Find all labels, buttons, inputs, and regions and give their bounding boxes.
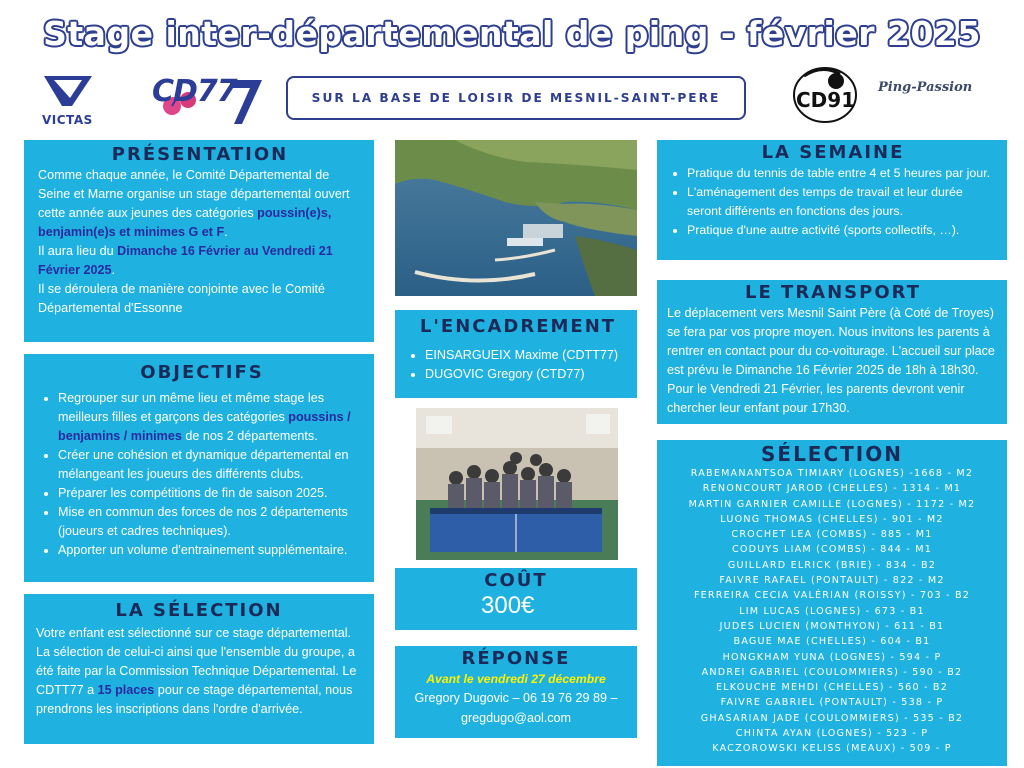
objectifs-item-1-text: Regrouper sur un même lieu et même stage les meilleurs filles et garçons des catégories bbox=[58, 391, 324, 424]
la-selection-p1-end: pour ce stage départemental, nous prendrons les inscriptions dans l'ordre d'arrivée. bbox=[36, 683, 353, 716]
presentation-categories: poussin(e)s, benjamin(e)s et minimes G et F bbox=[38, 206, 332, 239]
objectifs-item-1-end: de nos 2 départements. bbox=[181, 429, 318, 443]
encadrement-item: • EINSARGUEIX Maxime (CDTT77) bbox=[425, 346, 629, 365]
selection-list-heading: SÉLECTION bbox=[761, 442, 903, 466]
semaine-item: • Pratique d'une autre activité (sports collectifs, …). bbox=[687, 221, 997, 240]
reponse-panel bbox=[395, 646, 637, 738]
encadrement-item: • DUGOVIC Gregory (CTD77) bbox=[425, 365, 629, 384]
selection-player: LIM LUCAS (LOGNES) - 673 - B1 bbox=[739, 605, 925, 617]
la-selection-p1: Votre enfant est sélectionné sur ce stage départemental. La sélection de celui-ci ainsi que l'ensemble du groupe, a été faite par la Commission Technique Départemental. Le CDTT77 a bbox=[36, 626, 357, 697]
cd91-logo bbox=[792, 66, 858, 124]
reponse-heading: RÉPONSE bbox=[461, 648, 571, 669]
reponse-contact: Gregory Dugovic – 06 19 76 29 89 – gregdugo@aol.com bbox=[414, 691, 618, 725]
cd77-logo bbox=[150, 70, 270, 126]
objectifs-item: • Apporter un volume d'entrainement supplémentaire. bbox=[58, 541, 364, 560]
subtitle: SUR LA BASE DE LOISIR DE MESNIL-SAINT-PERE bbox=[311, 91, 721, 105]
selection-player: HONGKHAM YUNA (LOGNES) - 594 - P bbox=[722, 651, 942, 663]
selection-player: GHASARIAN JADE (COULOMMIERS) - 535 - B2 bbox=[700, 712, 964, 724]
ping-passion-logo: Ping-Passion bbox=[878, 80, 973, 95]
semaine-item: • Pratique du tennis de table entre 4 et 5 heures par jour. bbox=[687, 164, 997, 183]
group-photo bbox=[416, 408, 618, 560]
objectifs-heading: OBJECTIFS bbox=[140, 362, 264, 383]
objectifs-item: • Préparer les compétitions de fin de saison 2025. bbox=[58, 484, 364, 503]
presentation-p1-end: . bbox=[224, 225, 228, 239]
lake-aerial-image bbox=[395, 140, 637, 296]
presentation-dates: Dimanche 16 Février au Vendredi 21 Février 2025 bbox=[38, 244, 333, 277]
presentation-text bbox=[38, 166, 362, 318]
selection-list-panel bbox=[657, 440, 1007, 766]
objectifs-item-1-categories: poussins / benjamins / minimes bbox=[58, 410, 351, 443]
la-selection-heading: LA SÉLECTION bbox=[115, 600, 283, 621]
cd77-logo-text: CD77 bbox=[152, 74, 237, 109]
selection-player: FAIVRE RAFAEL (PONTAULT) - 822 - M2 bbox=[719, 575, 945, 587]
selection-player: CODUYS LIAM (COMBS) - 844 - M1 bbox=[731, 544, 933, 556]
cout-price: 300€ bbox=[481, 592, 535, 619]
selection-player: ANDREI GABRIEL (COULOMMIERS) - 590 - B2 bbox=[701, 666, 963, 678]
selection-player: FAIVRE GABRIEL (PONTAULT) - 538 - P bbox=[720, 697, 944, 709]
cout-heading: COÛT bbox=[484, 570, 548, 591]
selection-player: BAGUE MAE (CHELLES) - 604 - B1 bbox=[733, 636, 931, 648]
objectifs-item bbox=[58, 389, 364, 446]
la-selection-panel bbox=[24, 594, 374, 744]
presentation-p3: Il se déroulera de manière conjointe avec le Comité Départemental d'Essonne bbox=[38, 282, 326, 315]
selection-player: CHINTA AYAN (LOGNES) - 523 - P bbox=[735, 728, 929, 740]
objectifs-panel bbox=[24, 354, 374, 582]
semaine-heading: LA SEMAINE bbox=[761, 142, 905, 163]
transport-panel bbox=[657, 280, 1007, 424]
reponse-deadline: Avant le vendredi 27 décembre bbox=[426, 672, 606, 686]
victas-logo-icon bbox=[42, 74, 94, 108]
lake-photo bbox=[395, 140, 637, 296]
la-selection-places: 15 places bbox=[97, 683, 155, 697]
presentation-p2-end: . bbox=[111, 263, 116, 277]
presentation-heading: PRÉSENTATION bbox=[111, 144, 289, 165]
selection-player: FERREIRA CECIA VALÉRIAN (ROISSY) - 703 - B2 bbox=[693, 590, 971, 602]
semaine-panel bbox=[657, 140, 1007, 260]
encadrement-panel bbox=[395, 310, 637, 398]
page-title: Stage inter-départemental de ping - février 2025 bbox=[43, 14, 981, 53]
selection-player: CROCHET LEA (COMBS) - 885 - M1 bbox=[731, 529, 933, 541]
encadrement-list bbox=[407, 346, 629, 384]
presentation-p2: Il aura lieu du bbox=[38, 244, 118, 258]
victas-logo-text: VICTAS bbox=[42, 113, 93, 127]
semaine-list bbox=[669, 164, 997, 240]
objectifs-list bbox=[40, 389, 364, 560]
presentation-p1: Comme chaque année, le Comité Départemental de Seine et Marne organise un stage départemental ouvert cette année aux jeunes des catégories bbox=[38, 168, 350, 220]
selection-player: JUDES LUCIEN (MONTHYON) - 611 - B1 bbox=[719, 620, 945, 632]
objectifs-item: • Mise en commun des forces de nos 2 départements (joueurs et cadres techniques). bbox=[58, 503, 364, 541]
selection-player: LUONG THOMAS (CHELLES) - 901 - M2 bbox=[720, 513, 944, 525]
selection-player: GUILLARD ELRICK (BRIE) - 834 - B2 bbox=[727, 559, 937, 571]
cout-panel bbox=[395, 568, 637, 630]
selection-player: KACZOROWSKI KELISS (MEAUX) - 509 - P bbox=[712, 743, 952, 755]
cd91-logo-text: CD91 bbox=[796, 88, 856, 112]
selection-player: RENONCOURT JAROD (CHELLES) - 1314 - M1 bbox=[702, 483, 962, 495]
encadrement-heading: L'ENCADREMENT bbox=[419, 316, 617, 337]
transport-text: Le déplacement vers Mesnil Saint Père (à Coté de Troyes) se fera par vos propre moyen. Nous invitons les parents à rentrer en contact pour du co-voiturage. L'accueil sur place est prévu le Dimanche 16 Février 2025 de 18h à 18h30. Pour le Vendredi 21 Février, les parents devront venir chercher leur enfant pour 17h30. bbox=[667, 306, 995, 415]
selection-player-list bbox=[661, 466, 1003, 757]
la-selection-text bbox=[36, 624, 362, 719]
group-photo-image bbox=[416, 408, 618, 560]
semaine-item: • L'aménagement des temps de travail et leur durée seront différents en fonctions des jours. bbox=[687, 183, 997, 221]
presentation-panel bbox=[24, 140, 374, 342]
selection-player: ELKOUCHE MEHDI (CHELLES) - 560 - B2 bbox=[715, 682, 948, 694]
selection-player: MARTIN GARNIER CAMILLE (LOGNES) - 1172 - M2 bbox=[688, 498, 976, 510]
subtitle-box bbox=[286, 76, 746, 120]
transport-heading: LE TRANSPORT bbox=[745, 282, 921, 303]
objectifs-item: • Créer une cohésion et dynamique départemental en mélangeant les joueurs des différents clubs. bbox=[58, 446, 364, 484]
selection-player: RABEMANANTSOA TIMIARY (LOGNES) -1668 - M2 bbox=[690, 468, 974, 479]
victas-logo bbox=[42, 74, 94, 127]
